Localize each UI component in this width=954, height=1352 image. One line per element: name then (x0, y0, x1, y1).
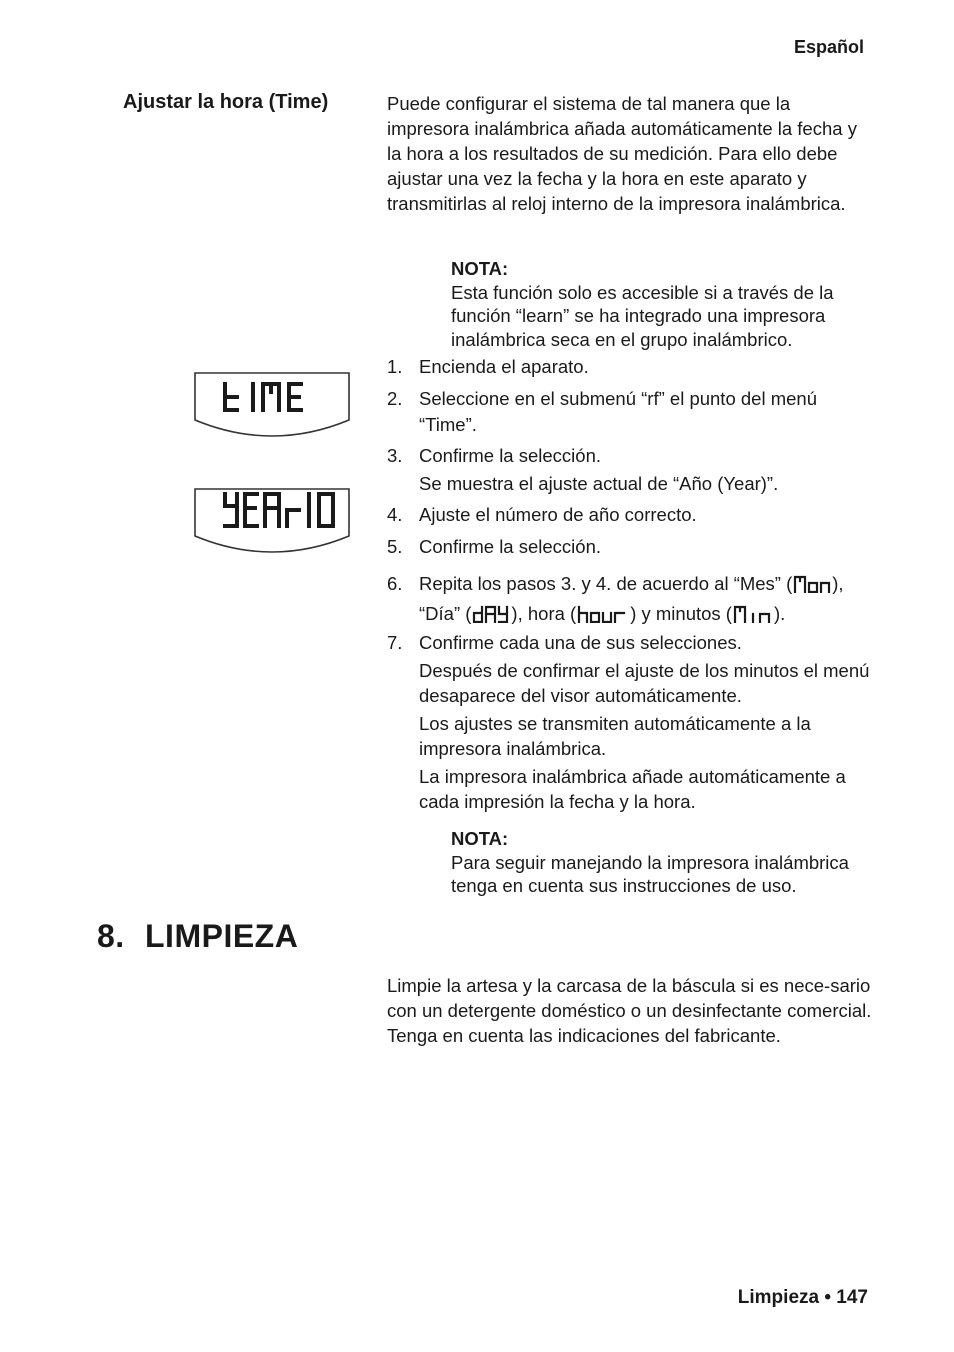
step-text: Seleccione en el submenú “rf” el punto del menú “Time”. (419, 388, 817, 435)
step-item (387, 443, 877, 496)
section-heading-time: Ajustar la hora (Time) (123, 91, 329, 113)
note-text: Para seguir manejando la impresora inalámbrica tenga en cuenta sus instrucciones de uso. (451, 851, 849, 896)
step-text-part: ) y minutos ( (630, 603, 732, 624)
step-subtext: Los ajustes se transmiten automáticamente a la impresora inalámbrica. (419, 712, 811, 759)
step-text: Confirme la selección. (419, 445, 601, 466)
note-box-2 (451, 827, 876, 898)
step-text: Encienda el aparato. (419, 356, 589, 377)
step-text: Confirme cada una de sus selecciones. (419, 632, 742, 653)
step-subtext: Después de confirmar el ajuste de los minutos el menú desaparece del visor automáticamente. (419, 659, 870, 706)
note-title: NOTA: (451, 828, 509, 849)
step-text-part: ). (773, 603, 786, 624)
step-subtext: La impresora inalámbrica añade automáticamente a cada impresión la fecha y la hora. (419, 765, 846, 812)
section-number: 8. (97, 918, 125, 954)
page-footer: Limpieza • 147 (737, 1287, 868, 1308)
language-label: Español (793, 37, 864, 57)
lcd-symbol-min-icon (733, 605, 773, 623)
step-number: 5. (387, 536, 403, 557)
step-text-part: ), (832, 573, 844, 594)
lcd-symbol-day-icon (472, 605, 510, 623)
step-number: 7. (387, 632, 403, 653)
lcd-symbol-mon-icon (793, 575, 831, 593)
lcd-display-icon (192, 486, 354, 556)
step-text-part: Repita los pasos 3. y 4. de acuerdo al “Mes” ( (419, 573, 793, 594)
step-number: 1. (387, 356, 403, 377)
step-text: Confirme la selección. (419, 536, 601, 557)
step-number: 6. (387, 573, 403, 594)
step-number: 4. (387, 504, 403, 525)
step-item (387, 630, 877, 815)
step-item (387, 569, 877, 629)
step-number: 2. (387, 388, 403, 409)
lcd-symbol-hour-icon (577, 605, 629, 623)
step-text-with-symbols (419, 569, 877, 629)
step-item (387, 386, 877, 437)
step-text-part: ), hora ( (511, 603, 577, 624)
step-item (387, 534, 877, 560)
step-text: Ajuste el número de año correcto. (419, 504, 697, 525)
intro-paragraph: Puede configurar el sistema de tal manera que la impresora inalámbrica añada automáticamente la fecha y la hora a los resultados de su medición. Para ello debe ajustar una vez la fecha y la hora en este aparato y transmitirlas al reloj interno de la impresora inalámbrica. (387, 93, 857, 214)
step-number: 3. (387, 445, 403, 466)
step-item (387, 354, 877, 380)
note-text: Esta función solo es accesible si a través de la función “learn” se ha integrado una impresora inalámbrica seca en el grupo inalámbrico. (451, 281, 834, 350)
section-title-cleaning (97, 918, 298, 955)
lcd-display-year (192, 486, 354, 561)
step-subtext: Se muestra el ajuste actual de “Año (Year)”. (419, 472, 779, 494)
section-title-text: LIMPIEZA (145, 918, 299, 954)
note-title: NOTA: (451, 258, 509, 279)
cleaning-paragraph: Limpie la artesa y la carcasa de la báscula si es nece-sario con un detergente doméstico o un desinfectante comercial. Tenga en cuenta las indicaciones del fabricante. (387, 975, 872, 1046)
lcd-display-icon (192, 370, 354, 440)
step-item (387, 502, 877, 528)
step-text-part: “Día” ( (419, 603, 472, 624)
note-box-1 (451, 257, 876, 351)
lcd-display-time (192, 370, 354, 445)
